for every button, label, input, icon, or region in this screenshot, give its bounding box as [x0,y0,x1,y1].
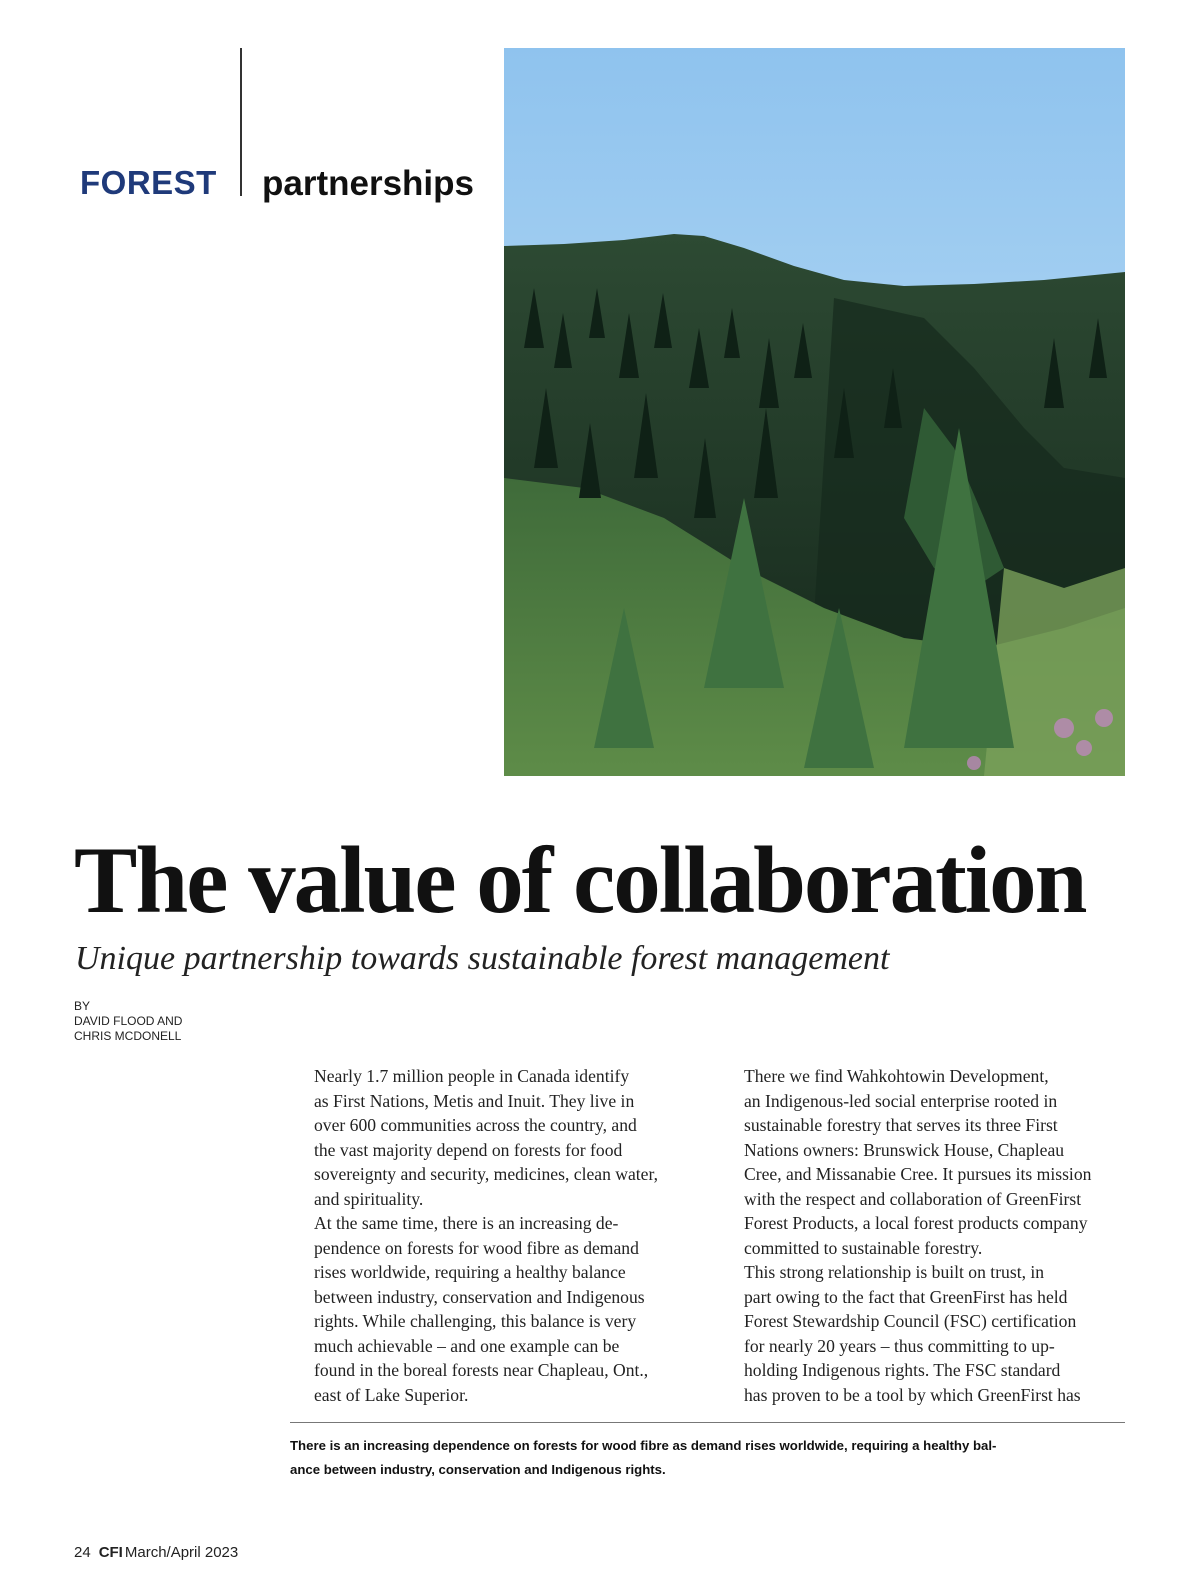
text-line: pendence on forests for wood fibre as demand [314,1237,639,1258]
paragraph [720,1260,1120,1407]
pullquote [290,1434,1125,1482]
paragraph [720,1064,1120,1260]
text-line: part owing to the fact that GreenFirst has held [744,1286,1068,1307]
text-line: At the same time, there is an increasing de- [314,1213,619,1233]
page-footer [74,1544,238,1561]
text-line: over 600 communities across the country, and [314,1115,637,1135]
text-line: rises worldwide, requiring a healthy balance [314,1262,626,1282]
body-column-2 [720,1064,1120,1407]
text-line: Nations owners: Brunswick House, Chapleau [744,1139,1065,1160]
text-line: This strong relationship is built on trust, in [744,1262,1045,1282]
text-line: between industry, conservation and Indigenous [314,1286,645,1307]
text-line: found in the boreal forests near Chapleau, Ont., [314,1360,649,1380]
article-headline: The value of collaboration [74,827,1086,933]
pullquote-line: There is an increasing dependence on forests for wood fibre as demand rises worldwide, requiring a healthy bal- [290,1438,997,1453]
byline [74,999,182,1044]
text-line: with the respect and collaboration of GreenFirst [744,1188,1082,1209]
pullquote-line: ance between industry, conservation and Indigenous rights. [290,1462,666,1477]
text-line: an Indigenous-led social enterprise rooted in [744,1090,1058,1111]
section-label-secondary: partnerships [262,164,474,203]
text-line: holding Indigenous rights. The FSC standard [744,1360,1061,1380]
text-line: Forest Stewardship Council (FSC) certification [744,1311,1077,1331]
issue-date: March/April 2023 [124,1544,239,1561]
byline-author-2: CHRIS MCDONELL [74,1029,182,1043]
paragraph [290,1064,690,1211]
text-line: rights. While challenging, this balance is very [314,1311,637,1331]
text-line: Cree, and Missanabie Cree. It pursues its mission [744,1164,1092,1184]
text-line: sovereignty and security, medicines, clean water, [314,1164,659,1184]
section-divider [240,48,242,196]
text-line: has proven to be a tool by which GreenFirst has [744,1384,1081,1405]
text-line: Nearly 1.7 million people in Canada identify [314,1066,630,1086]
text-line: and spirituality. [314,1188,424,1209]
text-line: for nearly 20 years – thus committing to up- [744,1335,1055,1356]
text-line: sustainable forestry that serves its three First [744,1115,1058,1135]
text-line: east of Lake Superior. [314,1384,469,1405]
text-line: the vast majority depend on forests for food [314,1139,623,1160]
text-line: committed to sustainable forestry. [744,1237,983,1258]
byline-author-1: DAVID FLOOD AND [74,1014,183,1028]
byline-prefix: BY [74,999,91,1013]
forest-photo [504,48,1125,776]
text-line: much achievable – and one example can be [314,1335,620,1356]
pullquote-divider [290,1422,1125,1423]
section-label-primary: FOREST [80,164,217,201]
paragraph [290,1211,690,1407]
text-line: Forest Products, a local forest products company [744,1213,1088,1233]
magazine-name: CFI [98,1544,123,1561]
body-column-1 [290,1064,690,1407]
text-line: as First Nations, Metis and Inuit. They live in [314,1090,635,1111]
text-line: There we find Wahkohtowin Development, [744,1066,1049,1086]
article-deck: Unique partnership towards sustainable forest management [75,940,890,977]
page-number: 24 [74,1544,91,1561]
